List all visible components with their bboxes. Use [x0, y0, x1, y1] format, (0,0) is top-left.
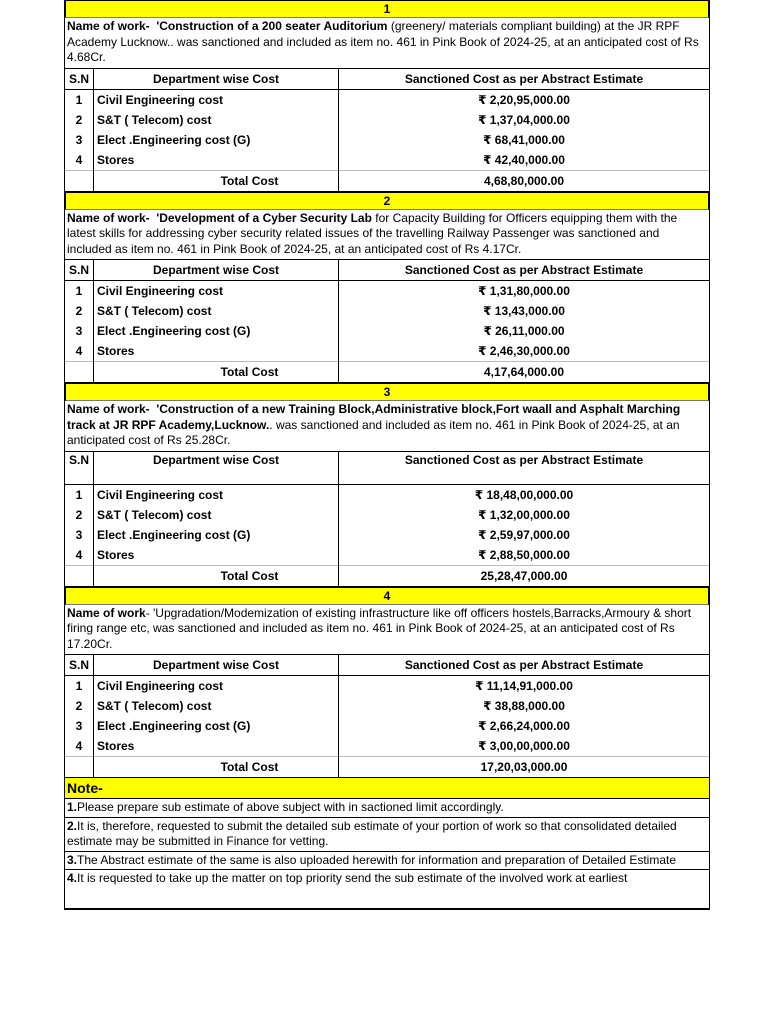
note-item	[64, 798, 710, 817]
work-label: Name of work	[67, 605, 146, 620]
col-sn-header: S.N	[65, 69, 94, 90]
row-sn: 3	[75, 324, 83, 338]
row-sn: 1	[75, 679, 83, 693]
work-title: 'Construction of a new Training Block,Administrative block,Fort waall and Asphalt Marching track at JR RPF Academy,Lucknow.	[67, 402, 681, 432]
section-number: 4	[65, 587, 709, 605]
work-title: 'Development of a Cyber Security Lab	[156, 210, 372, 225]
table-row	[65, 505, 709, 525]
note-item	[64, 817, 710, 851]
row-dept: Elect .Engineering cost (G)	[94, 321, 339, 341]
row-cost: ₹ 42,40,000.00	[339, 150, 710, 171]
work-description	[65, 605, 709, 656]
cost-table	[65, 452, 709, 587]
total-cost: 25,28,47,000.00	[339, 565, 710, 586]
row-cost: ₹ 38,88,000.00	[339, 696, 710, 716]
row-sn: 2	[75, 304, 83, 318]
col-dept-header: Department wise Cost	[94, 452, 339, 485]
table-row	[65, 716, 709, 736]
col-cost-header: Sanctioned Cost as per Abstract Estimate	[339, 452, 710, 485]
row-sn: 4	[75, 739, 83, 753]
col-dept-header: Department wise Cost	[94, 260, 339, 281]
table-row	[65, 341, 709, 362]
work-details: . was sanctioned and included as item no. 461 in Pink Book of 2024-25, at an anticipated cost of Rs 25.28Cr.	[67, 417, 680, 447]
row-cost: ₹ 68,41,000.00	[339, 130, 710, 150]
row-cost: ₹ 2,66,24,000.00	[339, 716, 710, 736]
work-section-1	[64, 0, 710, 192]
row-dept: Elect .Engineering cost (G)	[94, 525, 339, 545]
work-details: for Capacity Building for Officers equipping them with the latest skills for addressing cyber security related issues of the travelling Railway Passenger was sanctioned and included as item no. 461 in Pink Book of 2024-25, at an anticipated cost of Rs 4.17Cr.	[67, 210, 678, 256]
total-cost: 4,68,80,000.00	[339, 170, 710, 191]
note-text: It is requested to take up the matter on top priority send the sub estimate of the involved work at earliest	[77, 871, 628, 885]
total-label: Total Cost	[94, 757, 339, 778]
table-row	[65, 736, 709, 757]
row-dept: S&T ( Telecom) cost	[94, 505, 339, 525]
row-dept: Elect .Engineering cost (G)	[94, 130, 339, 150]
estimate-sheet	[64, 0, 710, 910]
row-sn: 1	[75, 487, 83, 502]
note-number: 2.	[67, 818, 78, 833]
work-label: Name of work-	[67, 210, 150, 225]
cost-table	[65, 655, 709, 777]
total-cost: 17,20,03,000.00	[339, 757, 710, 778]
row-sn: 4	[75, 152, 83, 167]
work-label: Name of work-	[67, 19, 150, 33]
table-header-row	[65, 69, 709, 90]
work-description	[65, 210, 709, 261]
table-row	[65, 110, 709, 130]
note-text: The Abstract estimate of the same is also uploaded herewith for information and preparation of Detailed Estimate	[77, 852, 677, 867]
row-cost: ₹ 18,48,00,000.00	[339, 484, 710, 505]
row-cost: ₹ 2,46,30,000.00	[339, 341, 710, 362]
total-cost: 4,17,64,000.00	[339, 362, 710, 383]
note-number: 4.	[67, 871, 78, 885]
row-dept: S&T ( Telecom) cost	[94, 110, 339, 130]
col-dept-header: Department wise Cost	[94, 69, 339, 90]
total-row	[65, 170, 709, 191]
row-sn: 2	[75, 112, 83, 127]
table-row	[65, 696, 709, 716]
work-title: 'Construction of a 200 seater Auditorium	[156, 19, 388, 33]
total-label: Total Cost	[94, 170, 339, 191]
row-dept: S&T ( Telecom) cost	[94, 696, 339, 716]
cost-table	[65, 69, 709, 192]
work-details: (greenery/ materials compliant building) at the JR RPF Academy Lucknow.. was sanctioned and included as item no. 461 in Pink Book of 2024-25, at an anticipated cost of Rs 4.68Cr.	[67, 19, 699, 64]
work-section-3	[64, 383, 710, 587]
note-number: 3.	[67, 852, 78, 867]
col-dept-header: Department wise Cost	[94, 655, 339, 676]
col-cost-header: Sanctioned Cost as per Abstract Estimate	[339, 260, 710, 281]
table-row	[65, 130, 709, 150]
table-row	[65, 545, 709, 566]
table-header-row	[65, 452, 709, 485]
row-dept: Stores	[94, 545, 339, 566]
section-number: 1	[65, 0, 709, 18]
row-sn: 4	[75, 547, 83, 562]
row-dept: Stores	[94, 341, 339, 362]
row-cost: ₹ 1,37,04,000.00	[339, 110, 710, 130]
row-dept: Civil Engineering cost	[94, 676, 339, 697]
work-section-2	[64, 192, 710, 384]
note-text: It is, therefore, requested to submit the detailed sub estimate of your portion of work so that consolidated detailed estimate may be submitted in Finance for vetting.	[67, 818, 677, 848]
work-description	[65, 18, 709, 69]
total-row	[65, 565, 709, 586]
table-header-row	[65, 260, 709, 281]
total-row	[65, 757, 709, 778]
work-description	[65, 401, 709, 452]
row-sn: 2	[75, 507, 83, 522]
work-section-4	[64, 587, 710, 778]
row-cost: ₹ 1,31,80,000.00	[339, 281, 710, 302]
col-cost-header: Sanctioned Cost as per Abstract Estimate	[339, 655, 710, 676]
table-row	[65, 484, 709, 505]
table-row	[65, 676, 709, 697]
row-cost: ₹ 2,59,97,000.00	[339, 525, 710, 545]
row-cost: ₹ 2,20,95,000.00	[339, 89, 710, 110]
row-sn: 2	[75, 699, 83, 713]
row-cost: ₹ 26,11,000.00	[339, 321, 710, 341]
section-number: 2	[65, 192, 709, 210]
row-dept: Elect .Engineering cost (G)	[94, 716, 339, 736]
note-item	[64, 869, 710, 910]
work-details: - 'Upgradation/Modemization of existing infrastructure like off officers hostels,Barracks,Armoury & short firing range etc, was sanctioned and included as item no. 461 in Pink Book of 2024-25, at an anticipated cost of Rs 17.20Cr.	[67, 605, 692, 651]
cost-table	[65, 260, 709, 383]
note-text: Please prepare sub estimate of above subject with in sactioned limit accordingly.	[77, 800, 504, 814]
table-row	[65, 301, 709, 321]
col-sn-header: S.N	[65, 260, 94, 281]
row-dept: Stores	[94, 736, 339, 757]
note-heading: Note-	[64, 777, 710, 798]
total-label: Total Cost	[94, 362, 339, 383]
total-row	[65, 362, 709, 383]
row-cost: ₹ 3,00,00,000.00	[339, 736, 710, 757]
table-header-row	[65, 655, 709, 676]
note-number: 1.	[67, 800, 78, 814]
row-cost: ₹ 13,43,000.00	[339, 301, 710, 321]
note-item	[64, 851, 710, 870]
table-row	[65, 281, 709, 302]
table-row	[65, 150, 709, 171]
row-sn: 1	[75, 92, 83, 107]
row-dept: Stores	[94, 150, 339, 171]
row-sn: 3	[75, 527, 83, 542]
row-cost: ₹ 1,32,00,000.00	[339, 505, 710, 525]
section-number: 3	[65, 383, 709, 401]
table-row	[65, 321, 709, 341]
col-sn-header: S.N	[65, 655, 94, 676]
row-dept: Civil Engineering cost	[94, 89, 339, 110]
row-dept: Civil Engineering cost	[94, 484, 339, 505]
row-cost: ₹ 11,14,91,000.00	[339, 676, 710, 697]
col-sn-header: S.N	[65, 452, 94, 485]
row-cost: ₹ 2,88,50,000.00	[339, 545, 710, 566]
work-label: Name of work-	[67, 402, 150, 416]
col-cost-header: Sanctioned Cost as per Abstract Estimate	[339, 69, 710, 90]
table-row	[65, 89, 709, 110]
row-sn: 3	[75, 719, 83, 733]
table-row	[65, 525, 709, 545]
row-sn: 4	[75, 344, 83, 358]
row-dept: S&T ( Telecom) cost	[94, 301, 339, 321]
row-dept: Civil Engineering cost	[94, 281, 339, 302]
total-label: Total Cost	[94, 565, 339, 586]
row-sn: 1	[75, 284, 83, 298]
row-sn: 3	[75, 132, 83, 147]
